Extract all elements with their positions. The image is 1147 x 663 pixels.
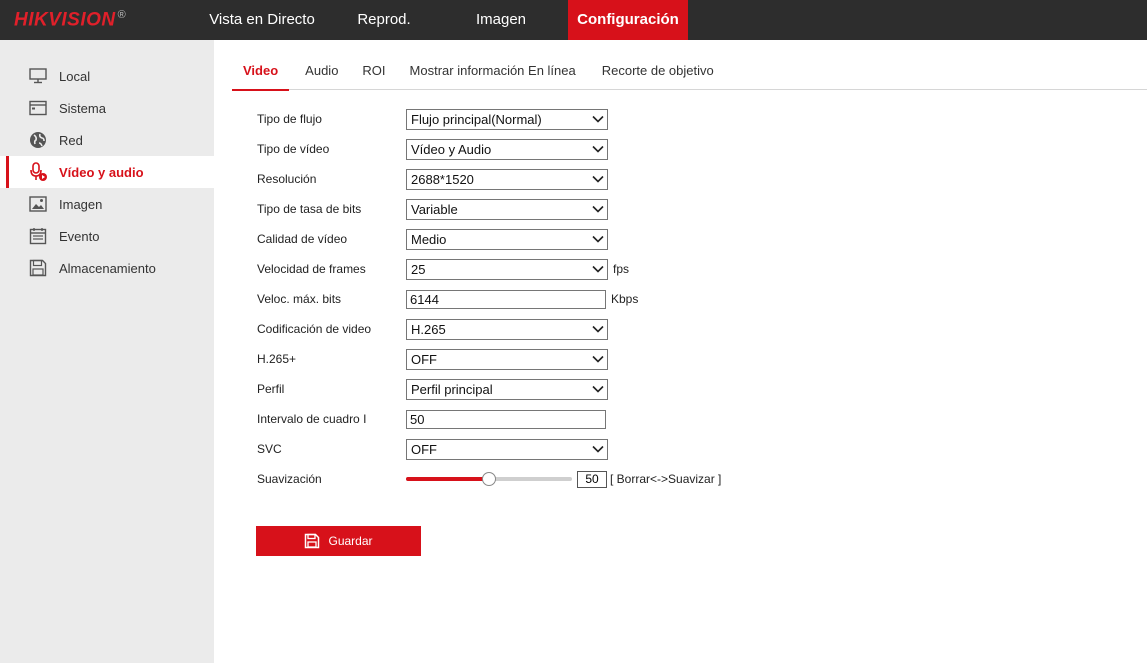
brand-logo <box>14 9 126 31</box>
tab-target-cropping[interactable]: Recorte de objetivo <box>601 63 714 78</box>
sidebar-item-label: Imagen <box>59 196 103 212</box>
h265plus-label: H.265+ <box>257 352 297 366</box>
smoothing-slider[interactable] <box>406 472 572 486</box>
save-button-label: Guardar <box>328 534 373 548</box>
row-encoding <box>257 314 721 344</box>
brand-name: HIKVISION <box>14 9 116 31</box>
tab-roi[interactable]: ROI <box>362 63 386 78</box>
row-stream-type <box>257 104 721 134</box>
sidebar-item-event[interactable] <box>0 220 214 252</box>
frame-rate-label: Velocidad de frames <box>257 262 366 276</box>
chevron-down-icon <box>591 142 605 156</box>
i-frame-label: Intervalo de cuadro I <box>257 412 367 426</box>
row-bitrate-type <box>257 194 721 224</box>
resolution-label: Resolución <box>257 172 317 186</box>
system-icon <box>28 98 48 118</box>
encoding-select[interactable]: H.265 <box>406 319 608 340</box>
chevron-down-icon <box>591 352 605 366</box>
video-type-select[interactable]: Vídeo y Audio <box>406 139 608 160</box>
sidebar-item-video-audio[interactable] <box>0 156 214 188</box>
image-icon <box>28 194 48 214</box>
storage-icon <box>28 258 48 278</box>
monitor-icon <box>28 66 48 86</box>
row-resolution <box>257 164 721 194</box>
smoothing-value-input[interactable] <box>577 471 607 488</box>
smoothing-hint: [ Borrar<->Suavizar ] <box>610 472 722 486</box>
row-i-frame <box>257 404 721 434</box>
sidebar-item-label: Sistema <box>59 100 106 116</box>
row-h265plus <box>257 344 721 374</box>
chevron-down-icon <box>591 442 605 456</box>
frame-rate-unit: fps <box>613 262 630 276</box>
topnav-live-view[interactable]: Vista en Directo <box>209 11 315 28</box>
globe-icon <box>28 130 48 150</box>
microphone-icon <box>28 162 48 182</box>
tab-osd[interactable]: Mostrar información En línea <box>409 63 576 78</box>
chevron-down-icon <box>591 172 605 186</box>
row-svc <box>257 434 721 464</box>
chevron-down-icon <box>591 382 605 396</box>
sidebar-item-label: Vídeo y audio <box>59 164 144 180</box>
chevron-down-icon <box>591 322 605 336</box>
sidebar-item-label: Red <box>59 132 83 148</box>
frame-rate-select[interactable]: 25 <box>406 259 608 280</box>
sidebar-item-label: Local <box>59 68 91 84</box>
chevron-down-icon <box>591 262 605 276</box>
svc-label: SVC <box>257 442 282 456</box>
save-button[interactable] <box>256 526 421 556</box>
chevron-down-icon <box>591 232 605 246</box>
stream-type-label: Tipo de flujo <box>257 112 322 126</box>
profile-label: Perfil <box>257 382 285 396</box>
chevron-down-icon <box>591 202 605 216</box>
smoothing-label: Suavización <box>257 472 322 486</box>
sidebar-item-system[interactable] <box>0 92 214 124</box>
video-type-label: Tipo de vídeo <box>257 142 330 156</box>
topnav-image[interactable]: Imagen <box>475 11 527 28</box>
sidebar-item-label: Evento <box>59 228 100 244</box>
row-profile <box>257 374 721 404</box>
calendar-icon <box>28 226 48 246</box>
tab-video[interactable]: Video <box>232 52 289 90</box>
sub-tabs <box>232 52 1147 90</box>
floppy-disk-icon <box>304 533 320 549</box>
sidebar-item-local[interactable] <box>0 60 214 92</box>
h265plus-select[interactable]: OFF <box>406 349 608 370</box>
profile-select[interactable]: Perfil principal <box>406 379 608 400</box>
top-bar <box>0 0 1147 40</box>
topnav-playback[interactable]: Reprod. <box>357 11 411 28</box>
tab-audio[interactable]: Audio <box>305 63 339 78</box>
slider-fill <box>406 477 489 481</box>
svc-select[interactable]: OFF <box>406 439 608 460</box>
i-frame-input[interactable] <box>406 410 606 429</box>
video-settings-form <box>257 104 721 494</box>
sidebar <box>0 40 214 663</box>
stream-type-select[interactable]: Flujo principal(Normal) <box>406 109 608 130</box>
brand-mark: ® <box>117 9 127 21</box>
row-smoothing <box>257 464 721 494</box>
row-max-bitrate <box>257 284 721 314</box>
chevron-down-icon <box>591 112 605 126</box>
resolution-select[interactable]: 2688*1520 <box>406 169 608 190</box>
max-bitrate-unit: Kbps <box>611 292 639 306</box>
sidebar-item-label: Almacenamiento <box>59 260 156 276</box>
video-quality-select[interactable]: Medio <box>406 229 608 250</box>
row-video-quality <box>257 224 721 254</box>
sidebar-item-image[interactable] <box>0 188 214 220</box>
video-quality-label: Calidad de vídeo <box>257 232 348 246</box>
bitrate-type-label: Tipo de tasa de bits <box>257 202 362 216</box>
max-bitrate-label: Veloc. máx. bits <box>257 292 342 306</box>
row-video-type <box>257 134 721 164</box>
sidebar-item-network[interactable] <box>0 124 214 156</box>
topnav-configuration[interactable]: Configuración <box>568 0 688 40</box>
max-bitrate-input[interactable] <box>406 290 606 309</box>
sidebar-item-storage[interactable] <box>0 252 214 284</box>
slider-thumb[interactable] <box>482 472 496 486</box>
row-frame-rate <box>257 254 721 284</box>
encoding-label: Codificación de video <box>257 322 372 336</box>
top-nav <box>190 0 688 40</box>
bitrate-type-select[interactable]: Variable <box>406 199 608 220</box>
